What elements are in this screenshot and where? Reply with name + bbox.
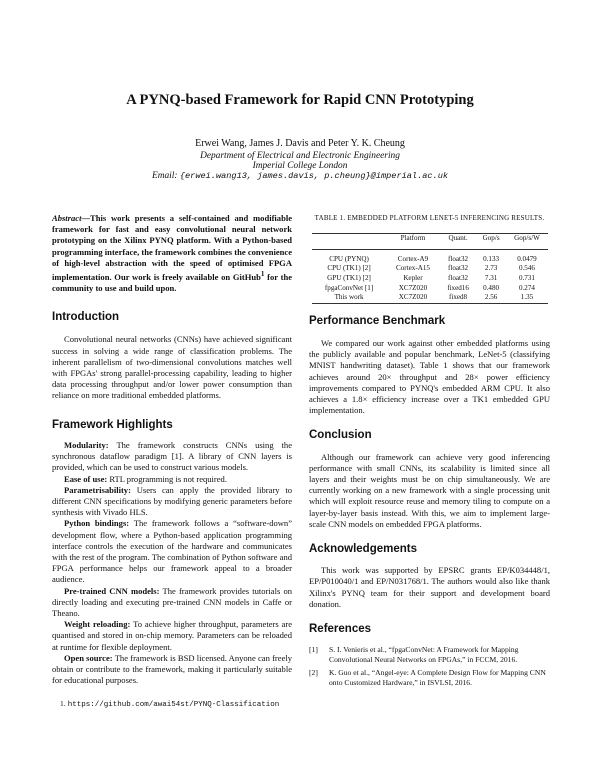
highlight-label: Python bindings: <box>64 518 130 529</box>
introduction-text: Convolutional neural networks (CNNs) have achieved significant success in solving a wide range of classification problems. The inherent parallelism of two-dimensional convolutions matches well with FPGAs' strong parallel-processing capability, leading to higher data processing throughput and/or lower power consumption than reliance on more traditional embedded platforms. <box>52 334 292 401</box>
table-cell: XC7Z020 <box>398 293 428 302</box>
highlight-text: The framework follows a “software-down” development flow, where a Python-based application programming interface controls the execution of the hardware and communicates with the rest of the program. The combination of Python software and FPGA performance helps our framework appeal to a broader audience. <box>52 518 292 585</box>
table-cell: 0.731 <box>518 273 535 282</box>
highlight-open-source <box>52 653 292 687</box>
highlight-label: Ease of use: <box>64 473 108 484</box>
highlight-text: The framework provides tutorials on directly loading and executing pre-trained CNN models in Caffe or Theano. <box>52 585 292 618</box>
abstract-lead: Abstract <box>52 213 82 223</box>
references-heading: References <box>309 623 372 636</box>
paper-title: A PYNQ-based Framework for Rapid CNN Prototyping <box>126 92 474 108</box>
results-table <box>312 233 548 304</box>
reference-item <box>309 645 550 665</box>
email-value: {erwei.wang13, james.davis, p.cheung}@imperial.ac.uk <box>179 171 449 181</box>
reference-text: S. I. Venieris et al., “fpgaConvNet: A Framework for Mapping Convolutional Neural Networks on FPGAs,” in FCCM, 2016. <box>329 645 519 665</box>
table-cell: 0.133 <box>476 249 506 264</box>
abstract <box>52 213 292 294</box>
table-cell: float32 <box>448 273 469 282</box>
table-cell: float32 <box>448 264 469 273</box>
table-cell: float32 <box>440 249 476 264</box>
reference-number: [1] <box>309 645 318 655</box>
footnote-number: 1. <box>60 699 66 709</box>
table-header-row <box>312 234 548 250</box>
table-header <box>312 234 386 250</box>
table-cell: CPU (PYNQ) <box>312 249 386 264</box>
table-header: Gop/s <box>482 234 500 243</box>
table-cell: 2.73 <box>484 264 498 273</box>
performance-heading: Performance Benchmark <box>309 314 446 327</box>
table-cell: Cortex-A15 <box>396 264 430 273</box>
table-header: Platform <box>400 234 426 243</box>
references-list <box>309 645 550 688</box>
highlight-python-bindings <box>52 518 292 585</box>
left-column <box>52 213 292 712</box>
email-label: Email: <box>151 171 178 181</box>
paper-authors: Erwei Wang, James J. Davis and Peter Y. K. Cheung <box>195 138 405 149</box>
highlight-text: The framework constructs CNNs using the synchronous dataflow paradigm [1]. A library of CNN layers is provided, which can be used to construct various models. <box>52 439 292 473</box>
highlight-text: To achieve higher throughput, parameters are quantised and stored in on-chip memory. Parameters can be reloaded at runtime for flexible deployment. <box>52 619 293 652</box>
highlight-text: Users can apply the provided library to different CNN specifications by modifying generic parameters before synthesis with Vivado HLS. <box>52 484 292 518</box>
table-cell: 0.274 <box>518 283 535 292</box>
table-cell: 2.56 <box>484 293 498 302</box>
acknowledgements-text: This work was supported by EPSRC grants EP/K034448/1, EP/P010040/1 and EP/N031768/1. The authors would also like thank Xilinx's PYNQ team for their support and development board donation. <box>309 565 550 609</box>
table-cell: 0.546 <box>518 264 535 273</box>
highlight-parametrisability <box>52 485 292 519</box>
reference-number: [2] <box>309 668 318 678</box>
highlight-text: RTL programming is not required. <box>107 473 227 484</box>
conclusion-heading: Conclusion <box>309 429 372 442</box>
introduction-heading: Introduction <box>52 311 120 324</box>
table-row <box>312 264 548 274</box>
table-cell: Cortex-A9 <box>386 249 440 264</box>
table-header: Gop/s/W <box>514 234 540 243</box>
table-cell: This work <box>334 293 364 302</box>
highlight-label: Weight reloading: <box>64 619 131 630</box>
right-column <box>309 213 550 691</box>
highlight-label: Modularity: <box>64 439 109 450</box>
table-cell: 1.35 <box>520 293 534 302</box>
table-cell: CPU (TK1) [2] <box>327 264 371 273</box>
performance-text: We compared our work against other embedded platforms using the publicly available and popular benchmark, LeNet-5 (classifying MNIST handwriting dataset). Table 1 shows that our framework achieves around 20× throughput and 28× power efficiency improvements compared to PYNQ's embedded ARM CPU. It also achieves a 1.8× efficiency increase over a TK1 embedded GPU implementation. <box>309 337 550 416</box>
highlight-pretrained-models <box>52 586 292 620</box>
acknowledgements-heading: Acknowledgements <box>309 543 417 556</box>
table-row <box>312 274 548 284</box>
highlights-heading: Framework Highlights <box>52 418 173 431</box>
highlight-label: Pre-trained CNN models: <box>64 585 160 596</box>
table-row <box>312 249 548 264</box>
department: Department of Electrical and Electronic Engineering <box>200 151 400 161</box>
table-cell: fixed8 <box>448 293 468 302</box>
table-row <box>312 293 548 303</box>
footnote-url[interactable]: https://github.com/awai54st/PYNQ-Classification <box>67 701 280 710</box>
table-cell: 0.480 <box>483 283 500 292</box>
table-caption: TABLE 1. EMBEDDED PLATFORM LENET-5 INFERENCING RESULTS. <box>314 214 545 222</box>
abstract-text: —This work presents a self-contained and modifiable framework for fast and easy convolutional neural network prototyping on the Xilinx PYNQ platform. With a Python-based programming interface, the framework combines the convenience of high-level abstraction with the speed of optimised FPGA implementation. Our work is freely available on GitHub <box>52 213 292 282</box>
highlight-modularity <box>52 440 292 474</box>
institution: Imperial College London <box>252 161 348 171</box>
table-cell: fpgaConvNet [1] <box>324 283 374 292</box>
table-row <box>312 284 548 294</box>
abstract-text-end: for the community to use and build upon. <box>52 271 292 294</box>
table-cell: XC7Z020 <box>398 283 428 292</box>
highlight-text: The framework is BSD licensed. Anyone can freely obtain or contribute to the framework, making it particularly suitable for educational purposes. <box>52 652 293 686</box>
highlight-ease-of-use <box>52 474 292 485</box>
highlight-label: Open source: <box>64 652 113 663</box>
footnote-mark: 1 <box>260 270 265 279</box>
footnote <box>52 698 292 711</box>
highlight-label: Parametrisability: <box>64 484 131 495</box>
table-cell: 7.31 <box>484 273 498 282</box>
table-cell: Kepler <box>403 273 423 282</box>
table-cell: 0.0479 <box>506 249 548 264</box>
author-email <box>0 171 600 181</box>
table-cell: fixed16 <box>447 283 469 292</box>
table-cell: GPU (TK1) [2] <box>327 273 371 282</box>
reference-item <box>309 668 550 688</box>
conclusion-text: Although our framework can achieve very good inferencing performance with small CNNs, its scalability is limited since all layers and their weights must be on chip simultaneously. We are currently working on a new framework with a single processing unit which will exploit resource reuse and memory tiling to compute on a layer-by-layer basis instead. With this, we aim to implement large-scale CNN models on embedded FPGA platforms. <box>309 451 550 529</box>
highlight-weight-reloading <box>52 619 292 653</box>
reference-text: K. Guo et al., “Angel-eye: A Complete Design Flow for Mapping CNN onto Customized Hardware,” in ISVLSI, 2016. <box>329 668 546 688</box>
table-header: Quant. <box>448 234 468 243</box>
